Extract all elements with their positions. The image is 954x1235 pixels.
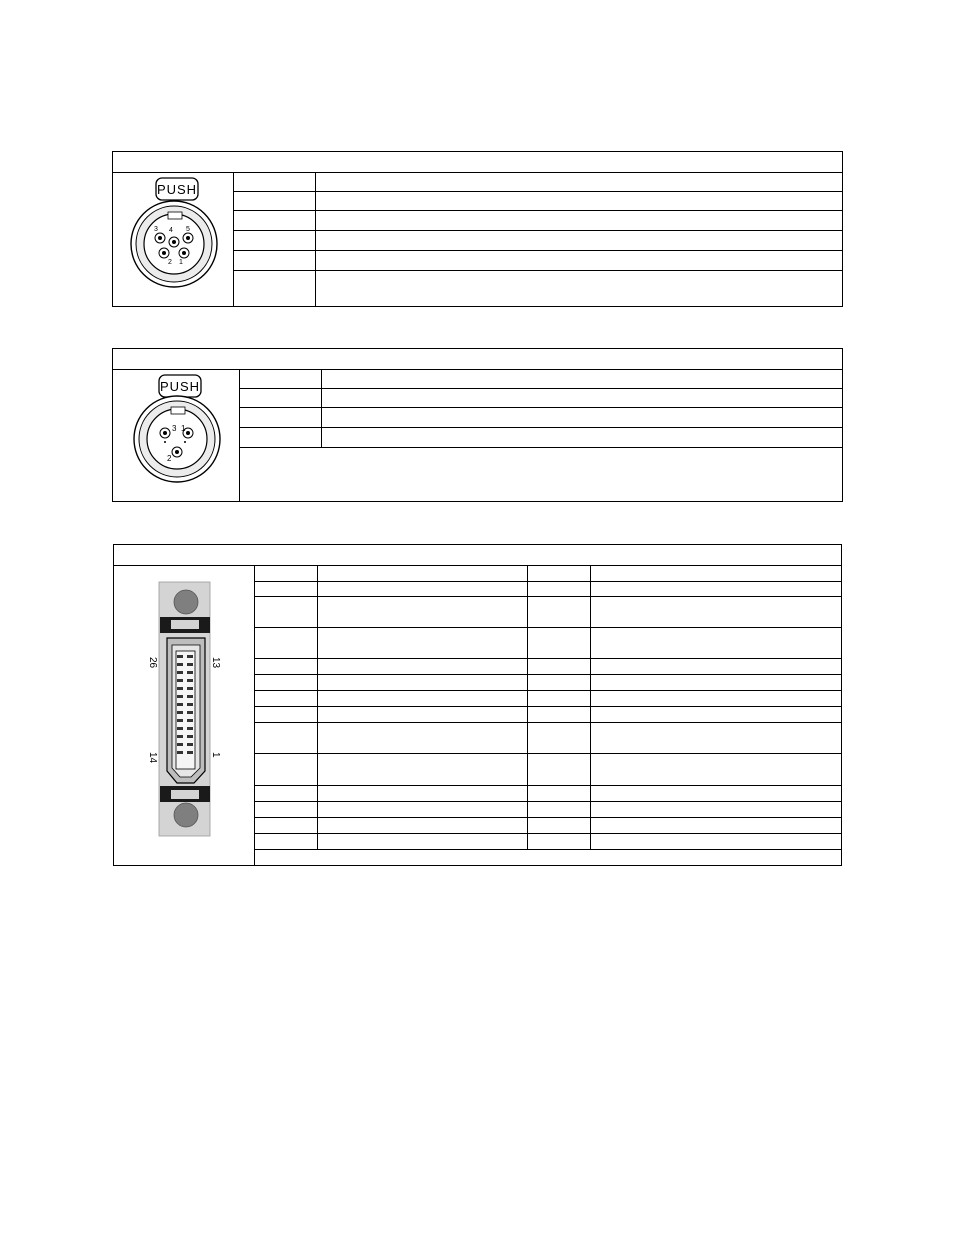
table-row [234, 271, 842, 306]
column-divider [317, 565, 318, 849]
pinout-grid [255, 565, 841, 865]
table-row [255, 801, 841, 818]
table-title-row [113, 152, 842, 173]
table-row [234, 251, 842, 271]
pin-number: 3 [154, 226, 158, 233]
pinout-table-26pin [113, 544, 842, 866]
table-row [255, 849, 841, 865]
pinout-grid [234, 172, 842, 306]
pin-number: 2 [168, 259, 172, 266]
table-row [240, 388, 842, 408]
connector-image-cell [113, 369, 240, 501]
push-label: PUSH [159, 379, 201, 394]
table-row [255, 658, 841, 675]
table-row [255, 833, 841, 850]
table-row [240, 369, 842, 389]
column-divider [315, 172, 316, 306]
pin-number: 13 [210, 657, 221, 669]
pinout-table-3pin [112, 348, 843, 502]
table-row [240, 428, 842, 448]
table-row [234, 191, 842, 211]
table-row [255, 753, 841, 786]
pin-number: 3 [172, 424, 177, 433]
table-row [255, 674, 841, 691]
table-title-row [114, 545, 841, 566]
table-row [255, 690, 841, 707]
table-row [255, 785, 841, 802]
pin-number: 1 [179, 259, 183, 266]
pin-number: 5 [186, 226, 190, 233]
xlr-3pin-connector-image [113, 369, 239, 501]
table-row [255, 627, 841, 659]
table-row [234, 231, 842, 251]
table-row [255, 565, 841, 582]
connector-image-cell [113, 172, 234, 306]
pin-number: 1 [210, 752, 221, 758]
table-row [240, 448, 842, 501]
multipin-connector-image [114, 565, 254, 865]
table-row [255, 706, 841, 723]
table-row [255, 596, 841, 628]
pinout-grid [240, 369, 842, 501]
table-row [240, 408, 842, 428]
table-title-row [113, 349, 842, 370]
pin-number: 26 [147, 657, 158, 669]
table-row [255, 817, 841, 834]
table-row [255, 581, 841, 597]
push-label: PUSH [156, 182, 198, 197]
xlr-5pin-connector-image [113, 172, 233, 306]
column-divider [321, 369, 322, 448]
pin-number: 4 [169, 227, 173, 234]
table-row [234, 172, 842, 192]
pin-number: 2 [167, 454, 172, 463]
pin-number: 14 [147, 752, 158, 764]
column-divider [527, 565, 528, 849]
pinout-table-5pin [112, 151, 843, 307]
pin-number: 1 [181, 424, 186, 433]
table-row [255, 722, 841, 754]
connector-image-cell [114, 565, 255, 865]
table-row [234, 211, 842, 231]
column-divider [590, 565, 591, 849]
